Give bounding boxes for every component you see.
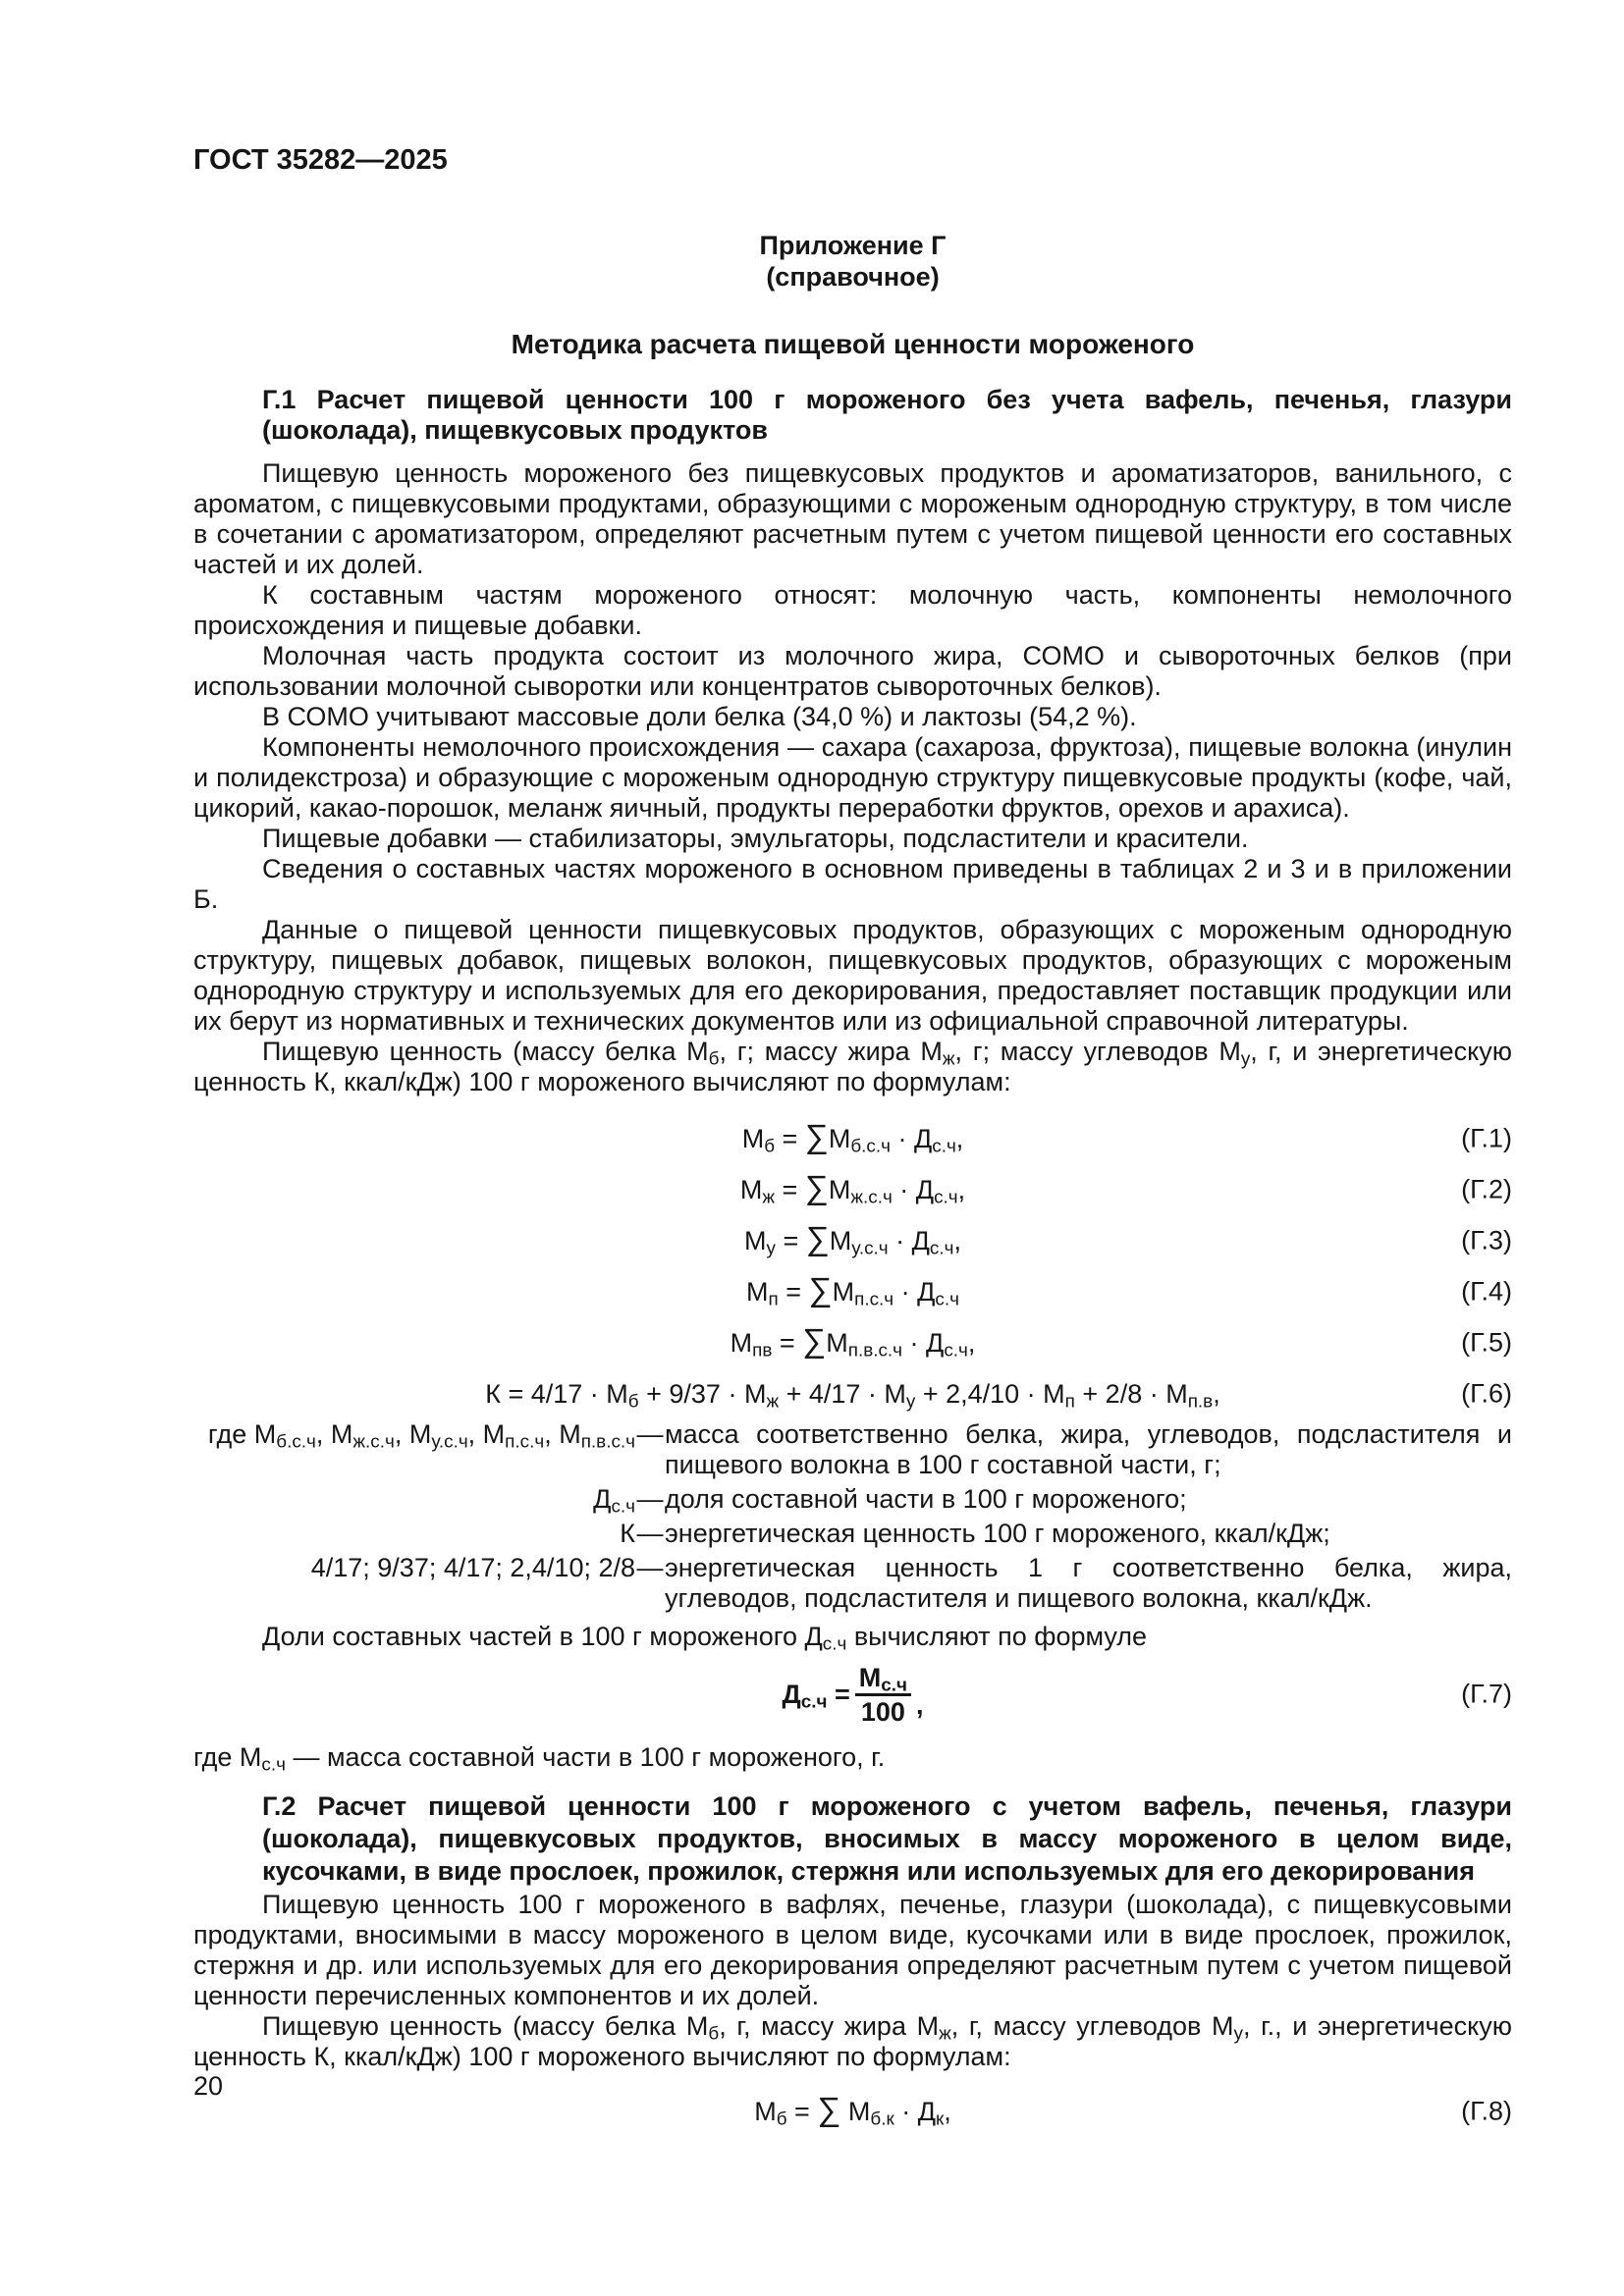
- where-g7: где $М_{с.ч}$ — масса составной части в 100 г мороженого, г.: [193, 1742, 886, 1776]
- paragraph: Пищевые добавки — стабилизаторы, эмульгаторы, подсластители и красители.: [262, 824, 1249, 853]
- formula-row: [193, 1317, 1512, 1368]
- where-term: 4/17; 9/37; 4/17; 2,4/10; 2/8: [310, 1553, 635, 1582]
- g7-lhs: $Д_{с.ч}$ =: [782, 1679, 850, 1713]
- formula-list: [193, 1113, 1512, 1419]
- paragraph: Пищевую ценность (массу белка $М_б$, г, массу жира $М_ж$, г, массу углеводов $М_у$, г., и энергетическую ценность К, ккал/кДж) 100 г мороженого вычисляют по формулам:: [193, 2011, 1513, 2071]
- sum-symbol: ∑: [817, 2090, 841, 2128]
- section-g2-heading: Г.2 Расчет пищевой ценности 100 г мороженого с учетом вафель, печенья, глазури (шоколада), пищевкусовых продуктов, вносимых в массу мороженого в целом виде, кусочками, в виде прослоек, прожилок, стержня или используемых для его декорирования: [262, 1791, 1512, 1886]
- where-list: [193, 1419, 1512, 1614]
- sum-symbol: ∑: [804, 1117, 829, 1155]
- paragraph: К составным частям мороженого относят: молочную часть, компоненты немолочного происхождения и пищевые добавки.: [193, 580, 1512, 640]
- appendix-type: (справочное): [766, 262, 940, 292]
- formula-row: [193, 1215, 1512, 1266]
- equation-number: (Г.7): [1461, 1679, 1512, 1709]
- section-g1-body: [193, 458, 1512, 1097]
- paragraph: Пищевую ценность (массу белка $М_б$, г; массу жира $М_ж$, г; массу углеводов $М_у$, г, и энергетическую ценность К, ккал/кДж) 100 г мороженого вычисляют по формулам:: [193, 1037, 1513, 1096]
- where-desc: масса соответственно белка, жира, углеводов, подсластителя и пищевого волокна в 100 г составной части, г;: [665, 1419, 1512, 1479]
- formula-row: [193, 1164, 1512, 1215]
- section-g1-heading: Г.1 Расчет пищевой ценности 100 г мороженого без учета вафель, печенья, глазури (шоколада), пищевкусовых продуктов: [262, 385, 1512, 445]
- equation-number: (Г.2): [1461, 1174, 1512, 1204]
- appendix-label: Приложение Г: [759, 231, 947, 260]
- where-dash: —: [636, 1419, 664, 1449]
- formula-expression: $М_ж = \sum М_{ж.с.ч} \cdot Д_{с.ч}$,: [739, 1168, 966, 1208]
- equation-number: (Г.8): [1461, 2096, 1512, 2126]
- where-term: где $М_{б.с.ч}$, $М_{ж.с.ч}$, $М_{у.с.ч}$, $М_{п.с.ч}$, $М_{п.в.с.ч}$: [207, 1419, 635, 1453]
- paragraph: Сведения о составных частях мороженого в основном приведены в таблицах 2 и 3 и в приложении Б.: [193, 854, 1512, 914]
- equation-number: (Г.1): [1461, 1123, 1512, 1153]
- equation-number: (Г.4): [1461, 1276, 1512, 1307]
- g7-denominator: 100: [860, 1696, 905, 1727]
- equation-number: (Г.6): [1461, 1378, 1512, 1409]
- formula-expression: $М_б = \sum М_{б.с.ч} \cdot Д_{с.ч}$,: [741, 1117, 964, 1157]
- sum-symbol: ∑: [808, 1270, 833, 1308]
- doc-number: ГОСТ 35282—2025: [193, 144, 448, 176]
- formula-expression: $М_{пв} = \sum М_{п.в.с.ч} \cdot Д_{с.ч}$,: [730, 1321, 976, 1362]
- equation-number: (Г.3): [1461, 1225, 1512, 1255]
- formula-expression: $К = 4/17 \cdot М_б + 9/37 \cdot М_ж + 4/17 \cdot М_у + 2,4/10 \cdot М_п + 2/8 \cdot М_{п.в}$,: [485, 1378, 1220, 1413]
- appendix-title: Методика расчета пищевой ценности мороженого: [511, 329, 1195, 359]
- section-g2-body: [193, 1890, 1512, 2072]
- paragraph: Пищевую ценность мороженого без пищевкусовых продуктов и ароматизаторов, ванильного, с ароматом, с пищевкусовыми продуктами, образующими с мороженым однородную структуру, в том числе в сочетании с ароматизатором, определяют расчетным путем с учетом пищевой ценности его составных частей и их долей.: [193, 458, 1512, 579]
- formula-row: [193, 1113, 1512, 1164]
- formula-row: [193, 1368, 1512, 1419]
- paragraph: Данные о пищевой ценности пищевкусовых продуктов, образующих с мороженым однородную структуру, пищевых добавок, пищевых волокон, пищевкусовых продуктов, образующих с мороженым однородную структуру и используемых для его декорирования, предоставляет поставщик продукции или их берут из нормативных и технических документов или из официальной справочной литературы.: [193, 915, 1512, 1036]
- sum-symbol: ∑: [802, 1321, 827, 1360]
- sum-symbol: ∑: [804, 1168, 829, 1206]
- formula-expression: $М_у = \sum М_{у.с.ч} \cdot Д_{с.ч}$,: [744, 1219, 961, 1259]
- where-desc: энергетическая ценность 100 г мороженого, ккал/кДж;: [665, 1519, 1330, 1548]
- where-desc: энергетическая ценность 1 г соответственно белка, жира, углеводов, подсластителя и пищевого волокна, ккал/кДж.: [665, 1553, 1512, 1613]
- where-dash: —: [636, 1553, 664, 1582]
- g7-numerator: $М_{с.ч}$: [855, 1664, 911, 1696]
- g7-tail: ,: [915, 1690, 924, 1720]
- share-intro: Доли составных частей в 100 г мороженого $Д_{с.ч}$ вычисляют по формуле: [262, 1622, 1148, 1655]
- paragraph: В СОМО учитывают массовые доли белка (34,0 %) и лактозы (54,2 %).: [262, 702, 1137, 731]
- page-number: 20: [193, 2071, 224, 2101]
- paragraph: Молочная часть продукта состоит из молочного жира, СОМО и сывороточных белков (при использовании молочной сыворотки или концентратов сывороточных белков).: [193, 641, 1512, 701]
- where-dash: —: [636, 1519, 664, 1548]
- where-desc: доля составной части в 100 г мороженого;: [665, 1484, 1187, 1514]
- equation-number: (Г.5): [1461, 1327, 1512, 1358]
- paragraph: Компоненты немолочного происхождения — сахара (сахароза, фруктоза), пищевые волокна (инулин и полидекстроза) и образующие с мороженым однородную структуру пищевкусовые продукты (кофе, чай, цикорий, какао-порошок, меланж яичный, продукты переработки фруктов, орехов и арахиса).: [193, 732, 1512, 823]
- formula-g8: [193, 2086, 1512, 2137]
- where-dash: —: [636, 1484, 664, 1514]
- formula-expression: $М_б$ = ∑ $М_{б.к} \cdot Д_к$,: [754, 2090, 951, 2130]
- formula-row: [193, 1266, 1512, 1317]
- formula-g7: [193, 1652, 1512, 1736]
- formula-expression: $М_п = \sum М_{п.с.ч} \cdot Д_{с.ч}$: [746, 1270, 959, 1310]
- where-term: $Д_{с.ч}$: [593, 1484, 635, 1518]
- paragraph: Пищевую ценность 100 г мороженого в вафлях, печенье, глазури (шоколада), с пищевкусовыми продуктами, вносимыми в массу мороженого в целом виде, кусочками или в виде прослоек, прожилок, стержня и др. или используемых для его декорирования определяют расчетным путем с учетом пищевой ценности перечисленных компонентов и их долей.: [193, 1890, 1512, 2010]
- where-term: К: [620, 1519, 635, 1548]
- g7-fraction: [855, 1664, 911, 1726]
- sum-symbol: ∑: [805, 1219, 830, 1257]
